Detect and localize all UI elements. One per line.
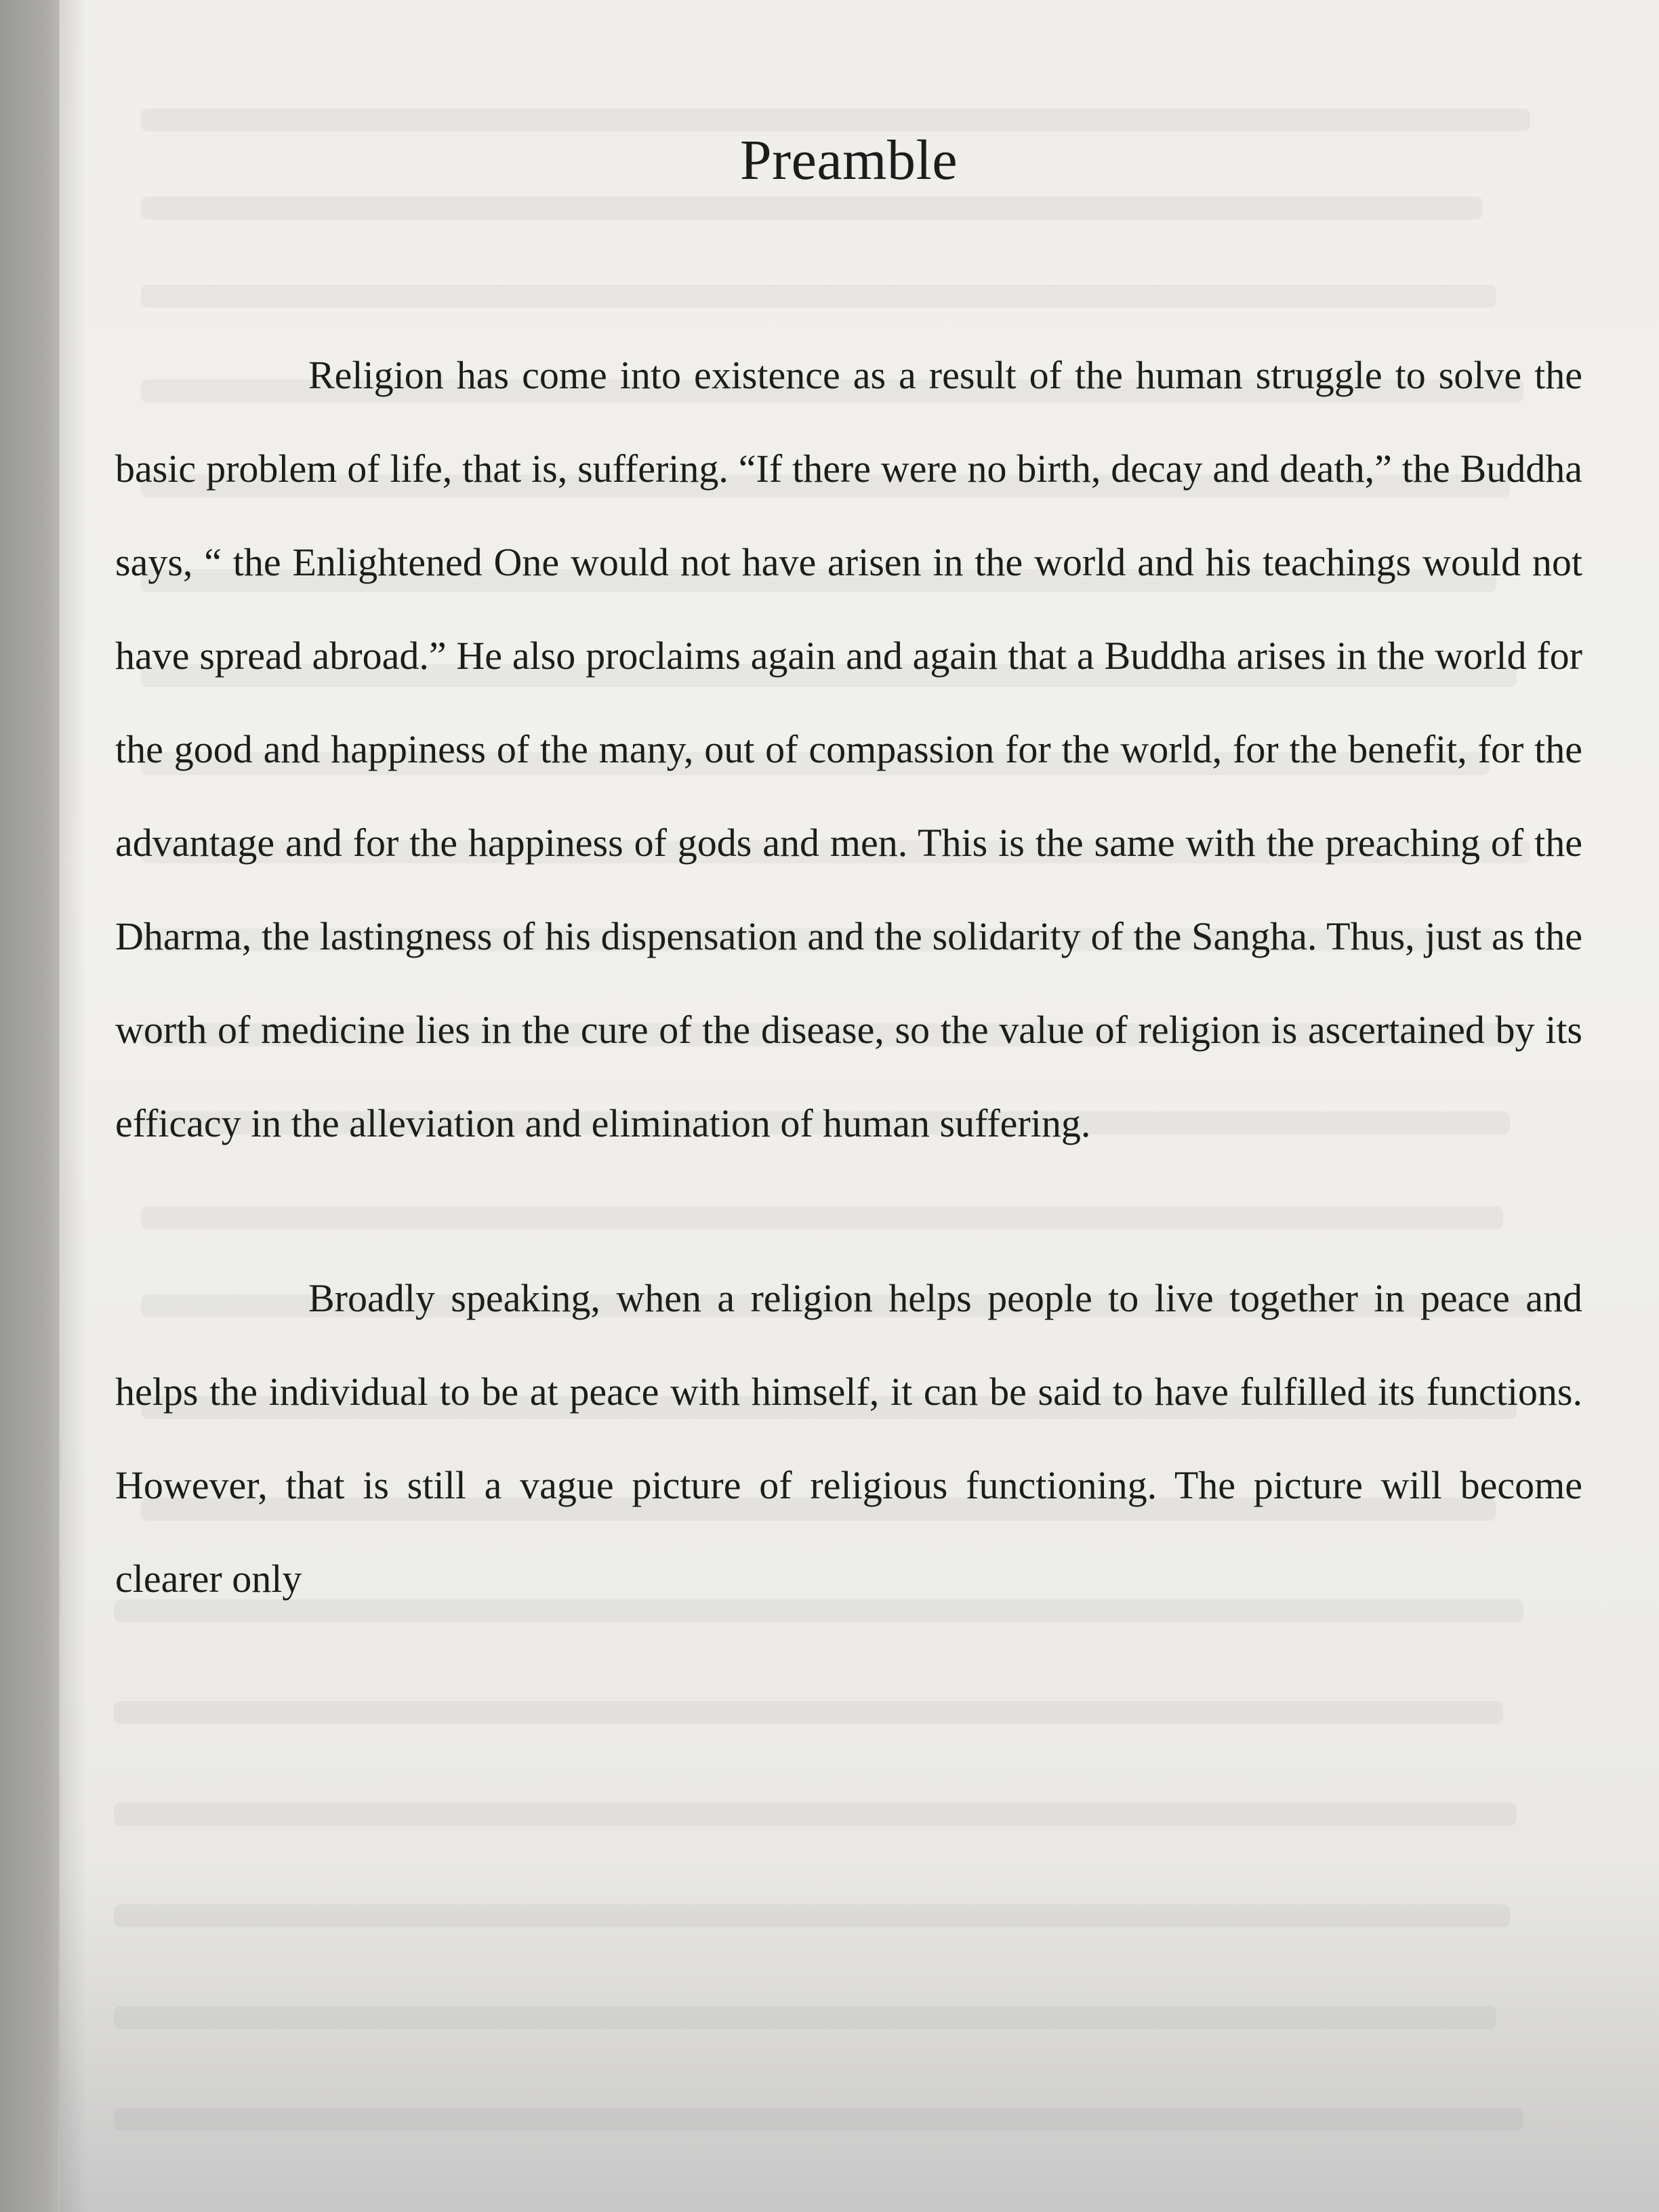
page-bottom-shadow xyxy=(60,1860,1659,2212)
paragraph-1: Religion has come into existence as a result of the human struggle to solve the basic problem of life, that is, suffering. “If there were no birth, decay and death,” the Buddha says, “ the Enlightened One would not have arisen in the world and his teachings would not have spread abroad.” He also proclaims again and again that a Buddha arises in the world for the good and happiness of the many, out of compassion for the world, for the benefit, for the advantage and for the happiness of gods and men. This is the same with the preaching of the Dharma, the lastingness of his dispensation and the solidarity of the Sangha. Thus, just as the worth of medicine lies in the cure of the disease, so the value of religion is ascertained by its efficacy in the alleviation and elimination of human suffering. xyxy=(115,353,1582,1145)
book-page xyxy=(60,0,1659,2212)
page-title: Preamble xyxy=(739,129,958,192)
paragraph-2: Broadly speaking, when a religion helps people to live together in peace and helps the individual to be at peace with himself, it can be said to have fulfilled its functions. However, that is still a vague picture of religious functioning. The picture will become clearer only xyxy=(115,1276,1582,1601)
page-content xyxy=(115,115,1582,1626)
